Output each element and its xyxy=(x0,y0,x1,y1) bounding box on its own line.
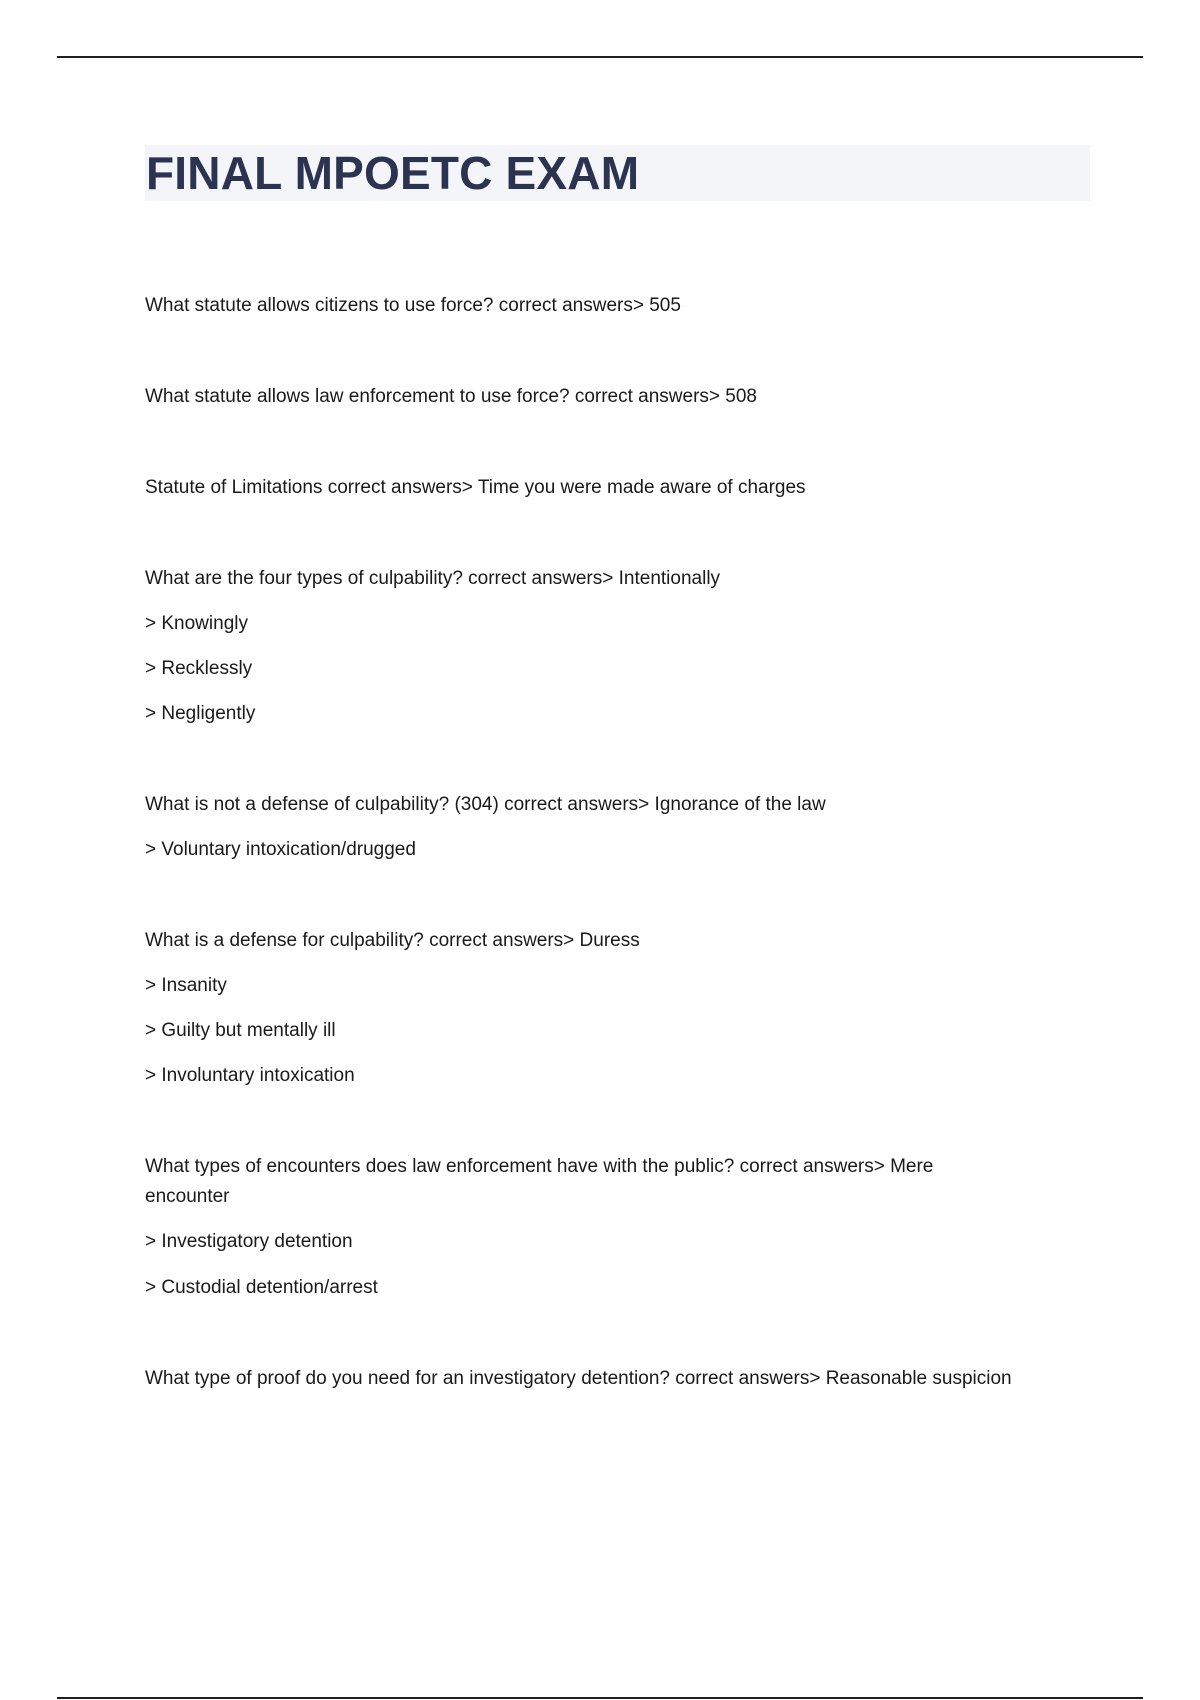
answer-item: > Custodial detention/arrest xyxy=(145,1277,378,1298)
qa-line: What statute allows citizens to use force? correct answers> 505 xyxy=(145,295,681,316)
answer-item: > Recklessly xyxy=(145,658,253,679)
answer-item: > Knowingly xyxy=(145,613,248,634)
document-title: FINAL MPOETC EXAM xyxy=(146,147,640,199)
answer-item: > Insanity xyxy=(145,975,227,996)
bottom-rule xyxy=(57,1697,1143,1699)
qa-line: Statute of Limitations correct answers> Time you were made aware of charges xyxy=(145,477,806,498)
answer-item: > Guilty but mentally ill xyxy=(145,1020,336,1041)
qa-line: What is not a defense of culpability? (304) correct answers> Ignorance of the law xyxy=(145,794,826,815)
answer-item: > Voluntary intoxication/drugged xyxy=(145,839,416,860)
qa-line: What statute allows law enforcement to use force? correct answers> 508 xyxy=(145,386,757,407)
answer-item: > Investigatory detention xyxy=(145,1231,353,1252)
top-rule xyxy=(57,56,1143,58)
qa-line: What type of proof do you need for an investigatory detention? correct answers> Reasonable suspicion xyxy=(145,1368,1012,1389)
answer-item: > Negligently xyxy=(145,703,256,724)
qa-line: What are the four types of culpability? correct answers> Intentionally xyxy=(145,568,721,589)
answer-item: > Involuntary intoxication xyxy=(145,1065,355,1086)
qa-line: What is a defense for culpability? correct answers> Duress xyxy=(145,930,640,951)
qa-line: What types of encounters does law enforcement have with the public? correct answers> Mere encounter xyxy=(145,1156,934,1207)
